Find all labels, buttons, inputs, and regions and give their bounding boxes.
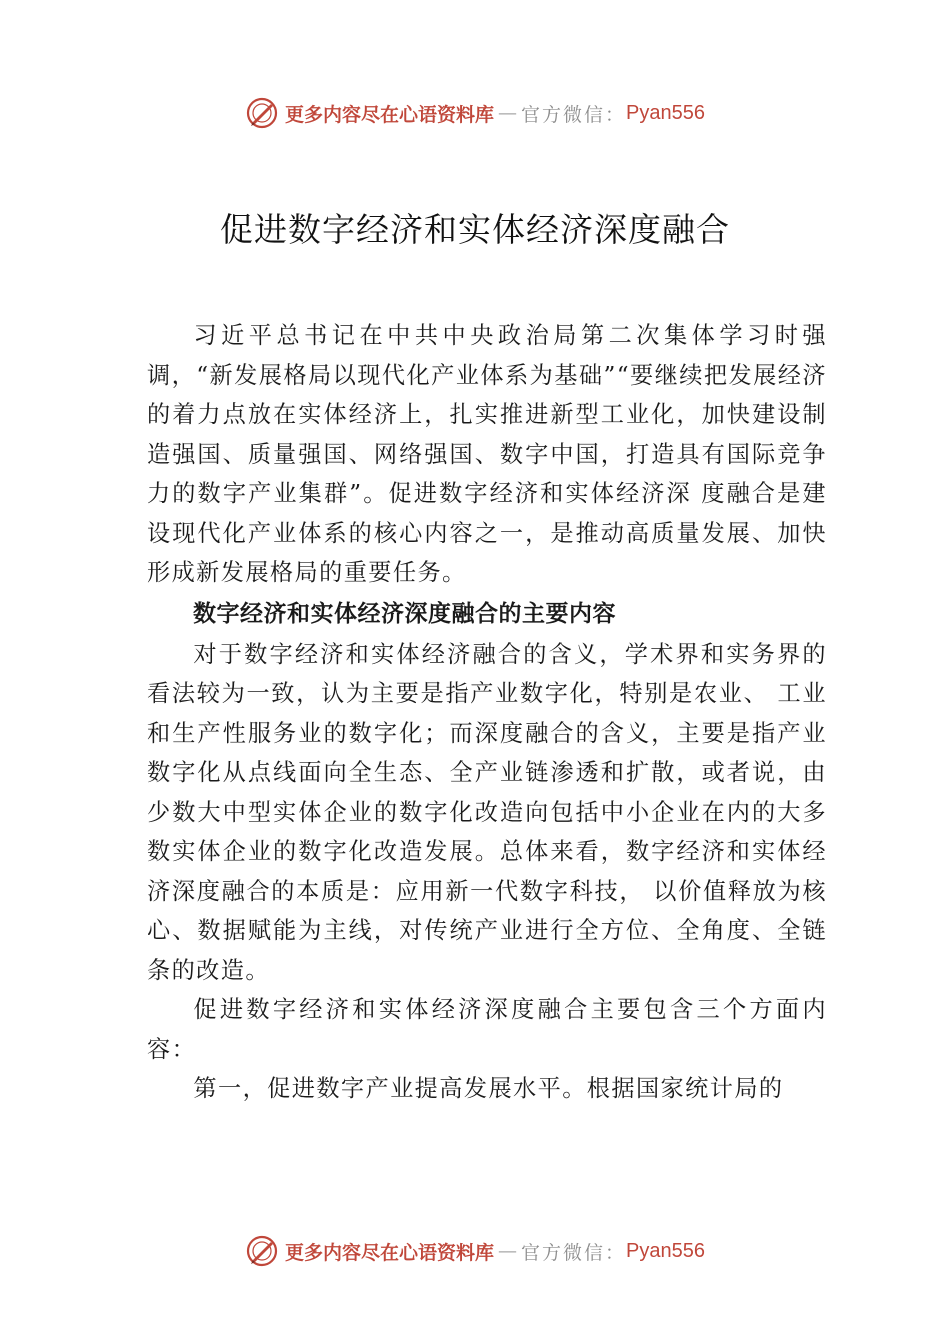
header-watermark [0,96,950,130]
watermark-wechat-id: Pyan556 [626,101,705,124]
watermark-wechat-label: 官方微信： [521,103,627,126]
watermark-wechat-label: 官方微信： [521,1241,627,1264]
paragraph-meaning: 对于数字经济和实体经济融合的含义，学术界和实务界的看法较为一致，认为主要是指产业数字化，特别是农业、 工业和生产性服务业的数字化；而深度融合的含义，主要是指产业数字化从点线面向全生态、全产业链渗透和扩散，或者说，由少数大中型实体企业的数字化改造向包括中小企业在内的大多数实体企业的数字化改造发展。总体来看，数字经济和实体经济深度融合的本质是：应用新一代数字科技， 以价值释放为核心、数据赋能为主线，对传统产业进行全方位、全角度、全链条的改造。 [147,640,827,984]
watermark-brand: 更多内容尽在心语资料库 [285,1241,495,1264]
pen-logo-icon [245,1234,279,1268]
paragraph-three-aspects: 促进数字经济和实体经济深度融合主要包含三个方面内容： [147,996,827,1063]
paragraph-first-point: 第一，促进数字产业提高发展水平。根据国家统计局的 [193,1075,784,1102]
watermark-dash: — [498,1240,518,1262]
pen-logo-icon [245,96,279,130]
watermark-brand: 更多内容尽在心语资料库 [285,103,495,126]
watermark-wechat-id: Pyan556 [626,1239,705,1262]
section-heading: 数字经济和实体经济深度融合的主要内容 [193,600,616,627]
footer-watermark [0,1234,950,1268]
paragraph-intro: 习近平总书记在中共中央政治局第二次集体学习时强调，“新发展格局以现代化产业体系为基础”“要继续把发展经济的着力点放在实体经济上，扎实推进新型工业化，加快建设制造强国、质量强国、网络强国、数字中国，打造具有国际竞争力的数字产业集群”。促进数字经济和实体经济深 度融合是建设现代化产业体系的核心内容之一，是推动高质量发展、加快形成新发展格局的重要任务。 [147,322,827,586]
document-body [147,316,827,1109]
document-title: 促进数字经济和实体经济深度融合 [220,210,730,249]
watermark-dash: — [498,102,518,124]
